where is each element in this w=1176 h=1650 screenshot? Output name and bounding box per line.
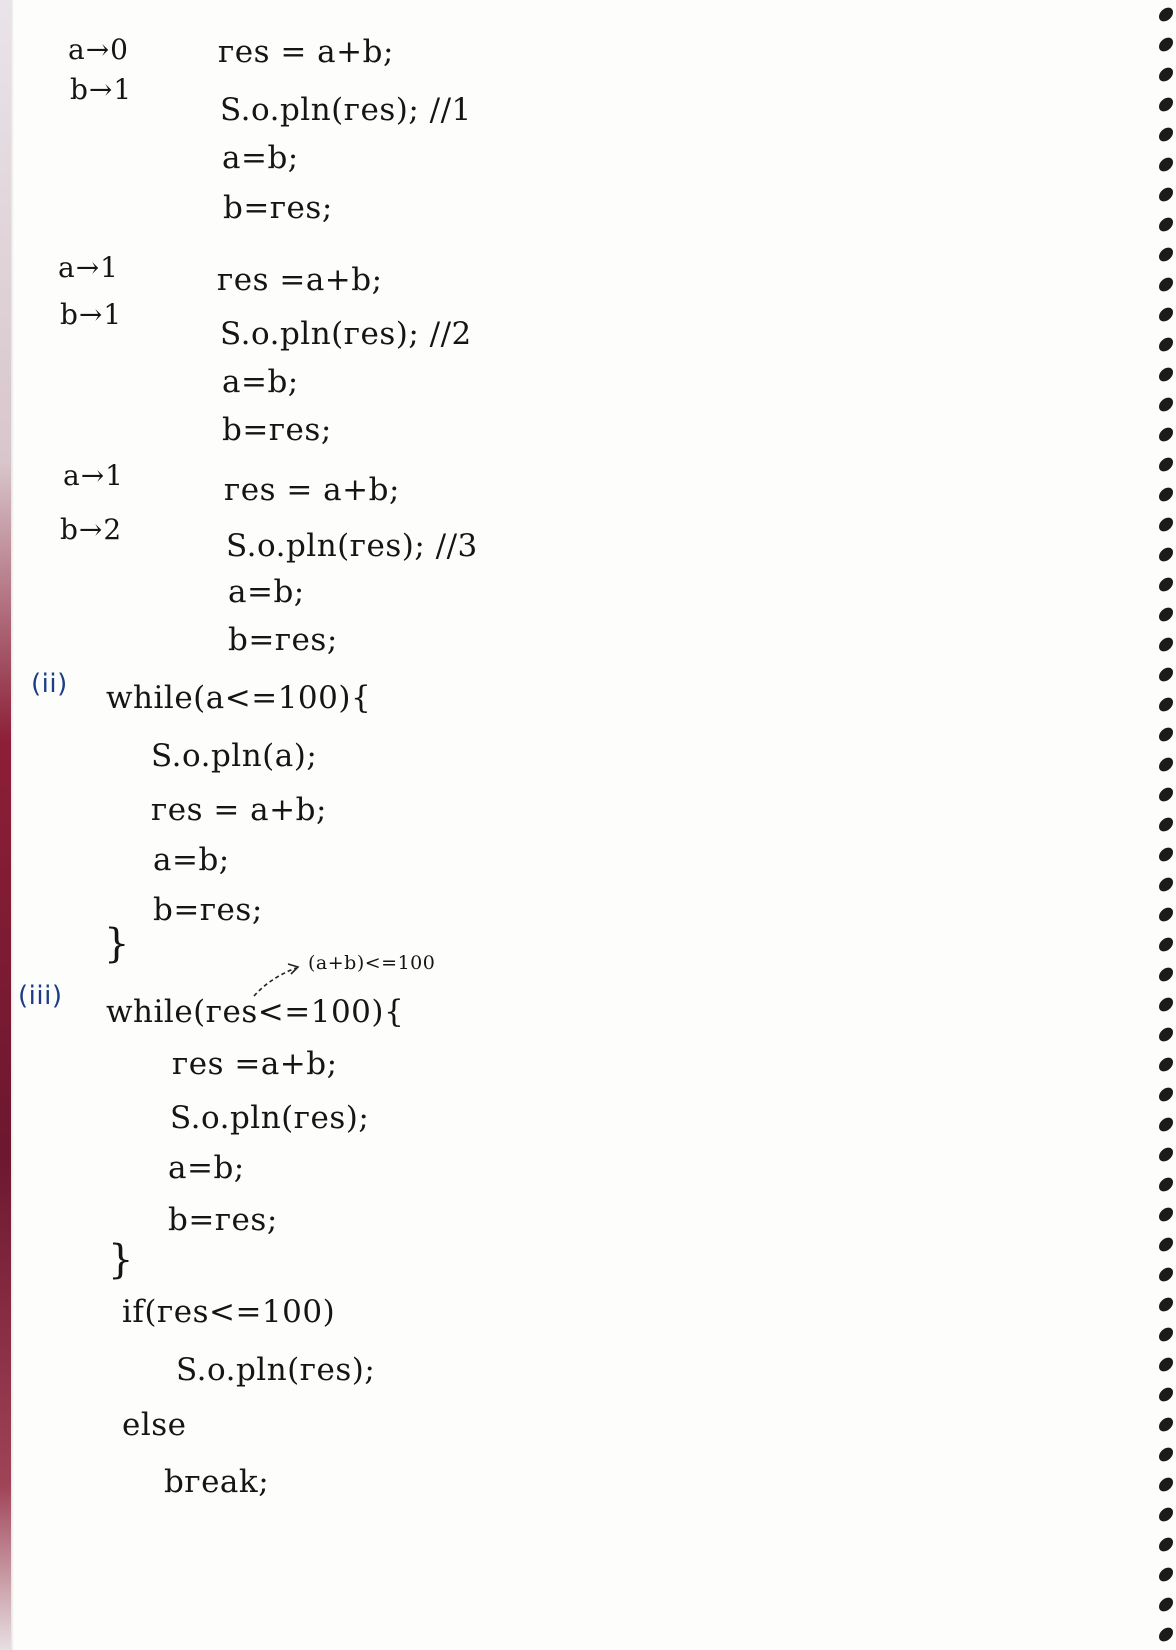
block3-code-line: a=b; [228, 574, 305, 610]
spiral-hole [1159, 336, 1173, 354]
spiral-hole [1159, 576, 1173, 594]
block3-code-line: S.o.pln(гes); //3 [226, 528, 478, 564]
spiral-hole [1159, 1146, 1173, 1164]
spiral-hole [1159, 1566, 1173, 1584]
spiral-hole [1159, 1416, 1173, 1434]
block2-code-line: b=гes; [222, 412, 332, 448]
spiral-hole [1159, 1386, 1173, 1404]
spiral-hole [1159, 756, 1173, 774]
part-iii-annotation: (a+b)<=100 [308, 952, 436, 974]
spiral-hole [1159, 96, 1173, 114]
part-ii-while-header: while(a<=100){ [106, 680, 372, 716]
block1-code-line: a=b; [222, 140, 299, 176]
block1-var-a: a→0 [68, 33, 129, 66]
block2-code-line: гes =a+b; [217, 262, 383, 298]
page-shadow [11, 0, 14, 1650]
block1-code-line: b=гes; [223, 190, 333, 226]
spiral-hole [1159, 66, 1173, 84]
part-iii-marker: (iii) [18, 981, 63, 1011]
block1-code-line: гes = a+b; [218, 34, 394, 70]
spiral-hole [1159, 1086, 1173, 1104]
spiral-hole [1159, 1536, 1173, 1554]
part-iii-else-body: bгeak; [164, 1464, 270, 1500]
spiral-hole [1159, 486, 1173, 504]
part-iii-body-line: гes =a+b; [172, 1046, 338, 1082]
block3-var-b: b→2 [60, 513, 123, 546]
spiral-hole [1159, 696, 1173, 714]
spiral-hole [1159, 396, 1173, 414]
bleed-through-text [700, 180, 1120, 1580]
spiral-hole [1159, 1356, 1173, 1374]
spiral-hole [1159, 1326, 1173, 1344]
spiral-hole [1159, 6, 1173, 24]
spiral-hole [1159, 1596, 1173, 1614]
spiral-hole [1159, 906, 1173, 924]
spiral-hole [1159, 246, 1173, 264]
spiral-hole [1159, 666, 1173, 684]
notebook-cover-edge [0, 0, 11, 1650]
part-iii-else-line: else [122, 1407, 187, 1443]
spiral-hole [1159, 126, 1173, 144]
spiral-hole [1159, 1506, 1173, 1524]
spiral-hole [1159, 606, 1173, 624]
spiral-binding [1154, 0, 1176, 1650]
spiral-hole [1159, 1176, 1173, 1194]
spiral-hole [1159, 186, 1173, 204]
part-ii-body-line: S.o.pln(a); [151, 738, 318, 774]
spiral-hole [1159, 636, 1173, 654]
spiral-hole [1159, 366, 1173, 384]
spiral-hole [1159, 816, 1173, 834]
block1-code-line: S.o.pln(гes); //1 [220, 92, 472, 128]
part-ii-body-line: гes = a+b; [151, 792, 327, 828]
block2-var-a: a→1 [58, 251, 119, 284]
part-iii-if-line: if(гes<=100) [122, 1294, 336, 1330]
spiral-hole [1159, 276, 1173, 294]
part-ii-body-line: b=гes; [153, 892, 263, 928]
part-iii-if-body: S.o.pln(гes); [176, 1352, 376, 1388]
spiral-hole [1159, 36, 1173, 54]
spiral-hole [1159, 1206, 1173, 1224]
part-iii-body-line: S.o.pln(гes); [170, 1100, 370, 1136]
part-ii-close-brace: } [104, 921, 130, 967]
block1-var-b: b→1 [70, 73, 133, 106]
spiral-hole [1159, 456, 1173, 474]
spiral-hole [1159, 786, 1173, 804]
part-iii-close-brace: } [108, 1237, 134, 1283]
spiral-hole [1159, 996, 1173, 1014]
block2-code-line: S.o.pln(гes); //2 [220, 316, 472, 352]
spiral-hole [1159, 1296, 1173, 1314]
part-iii-body-line: b=гes; [168, 1202, 278, 1238]
spiral-hole [1159, 1056, 1173, 1074]
spiral-hole [1159, 516, 1173, 534]
spiral-hole [1159, 876, 1173, 894]
part-iii-while-header: while(гes<=100){ [106, 994, 405, 1030]
spiral-hole [1159, 966, 1173, 984]
part-iii-body-line: a=b; [168, 1150, 245, 1186]
spiral-hole [1159, 1476, 1173, 1494]
block3-code-line: b=гes; [228, 622, 338, 658]
spiral-hole [1159, 1446, 1173, 1464]
spiral-hole [1159, 426, 1173, 444]
spiral-hole [1159, 156, 1173, 174]
part-ii-body-line: a=b; [153, 842, 230, 878]
block3-var-a: a→1 [63, 459, 124, 492]
block2-code-line: a=b; [222, 364, 299, 400]
spiral-hole [1159, 936, 1173, 954]
spiral-hole [1159, 546, 1173, 564]
spiral-hole [1159, 1116, 1173, 1134]
spiral-hole [1159, 216, 1173, 234]
block3-code-line: гes = a+b; [224, 472, 400, 508]
spiral-hole [1159, 726, 1173, 744]
block2-var-b: b→1 [60, 298, 123, 331]
spiral-hole [1159, 1626, 1173, 1644]
spiral-hole [1159, 1266, 1173, 1284]
spiral-hole [1159, 846, 1173, 864]
spiral-hole [1159, 1236, 1173, 1254]
spiral-hole [1159, 1026, 1173, 1044]
spiral-hole [1159, 306, 1173, 324]
part-ii-marker: (ii) [31, 669, 68, 699]
